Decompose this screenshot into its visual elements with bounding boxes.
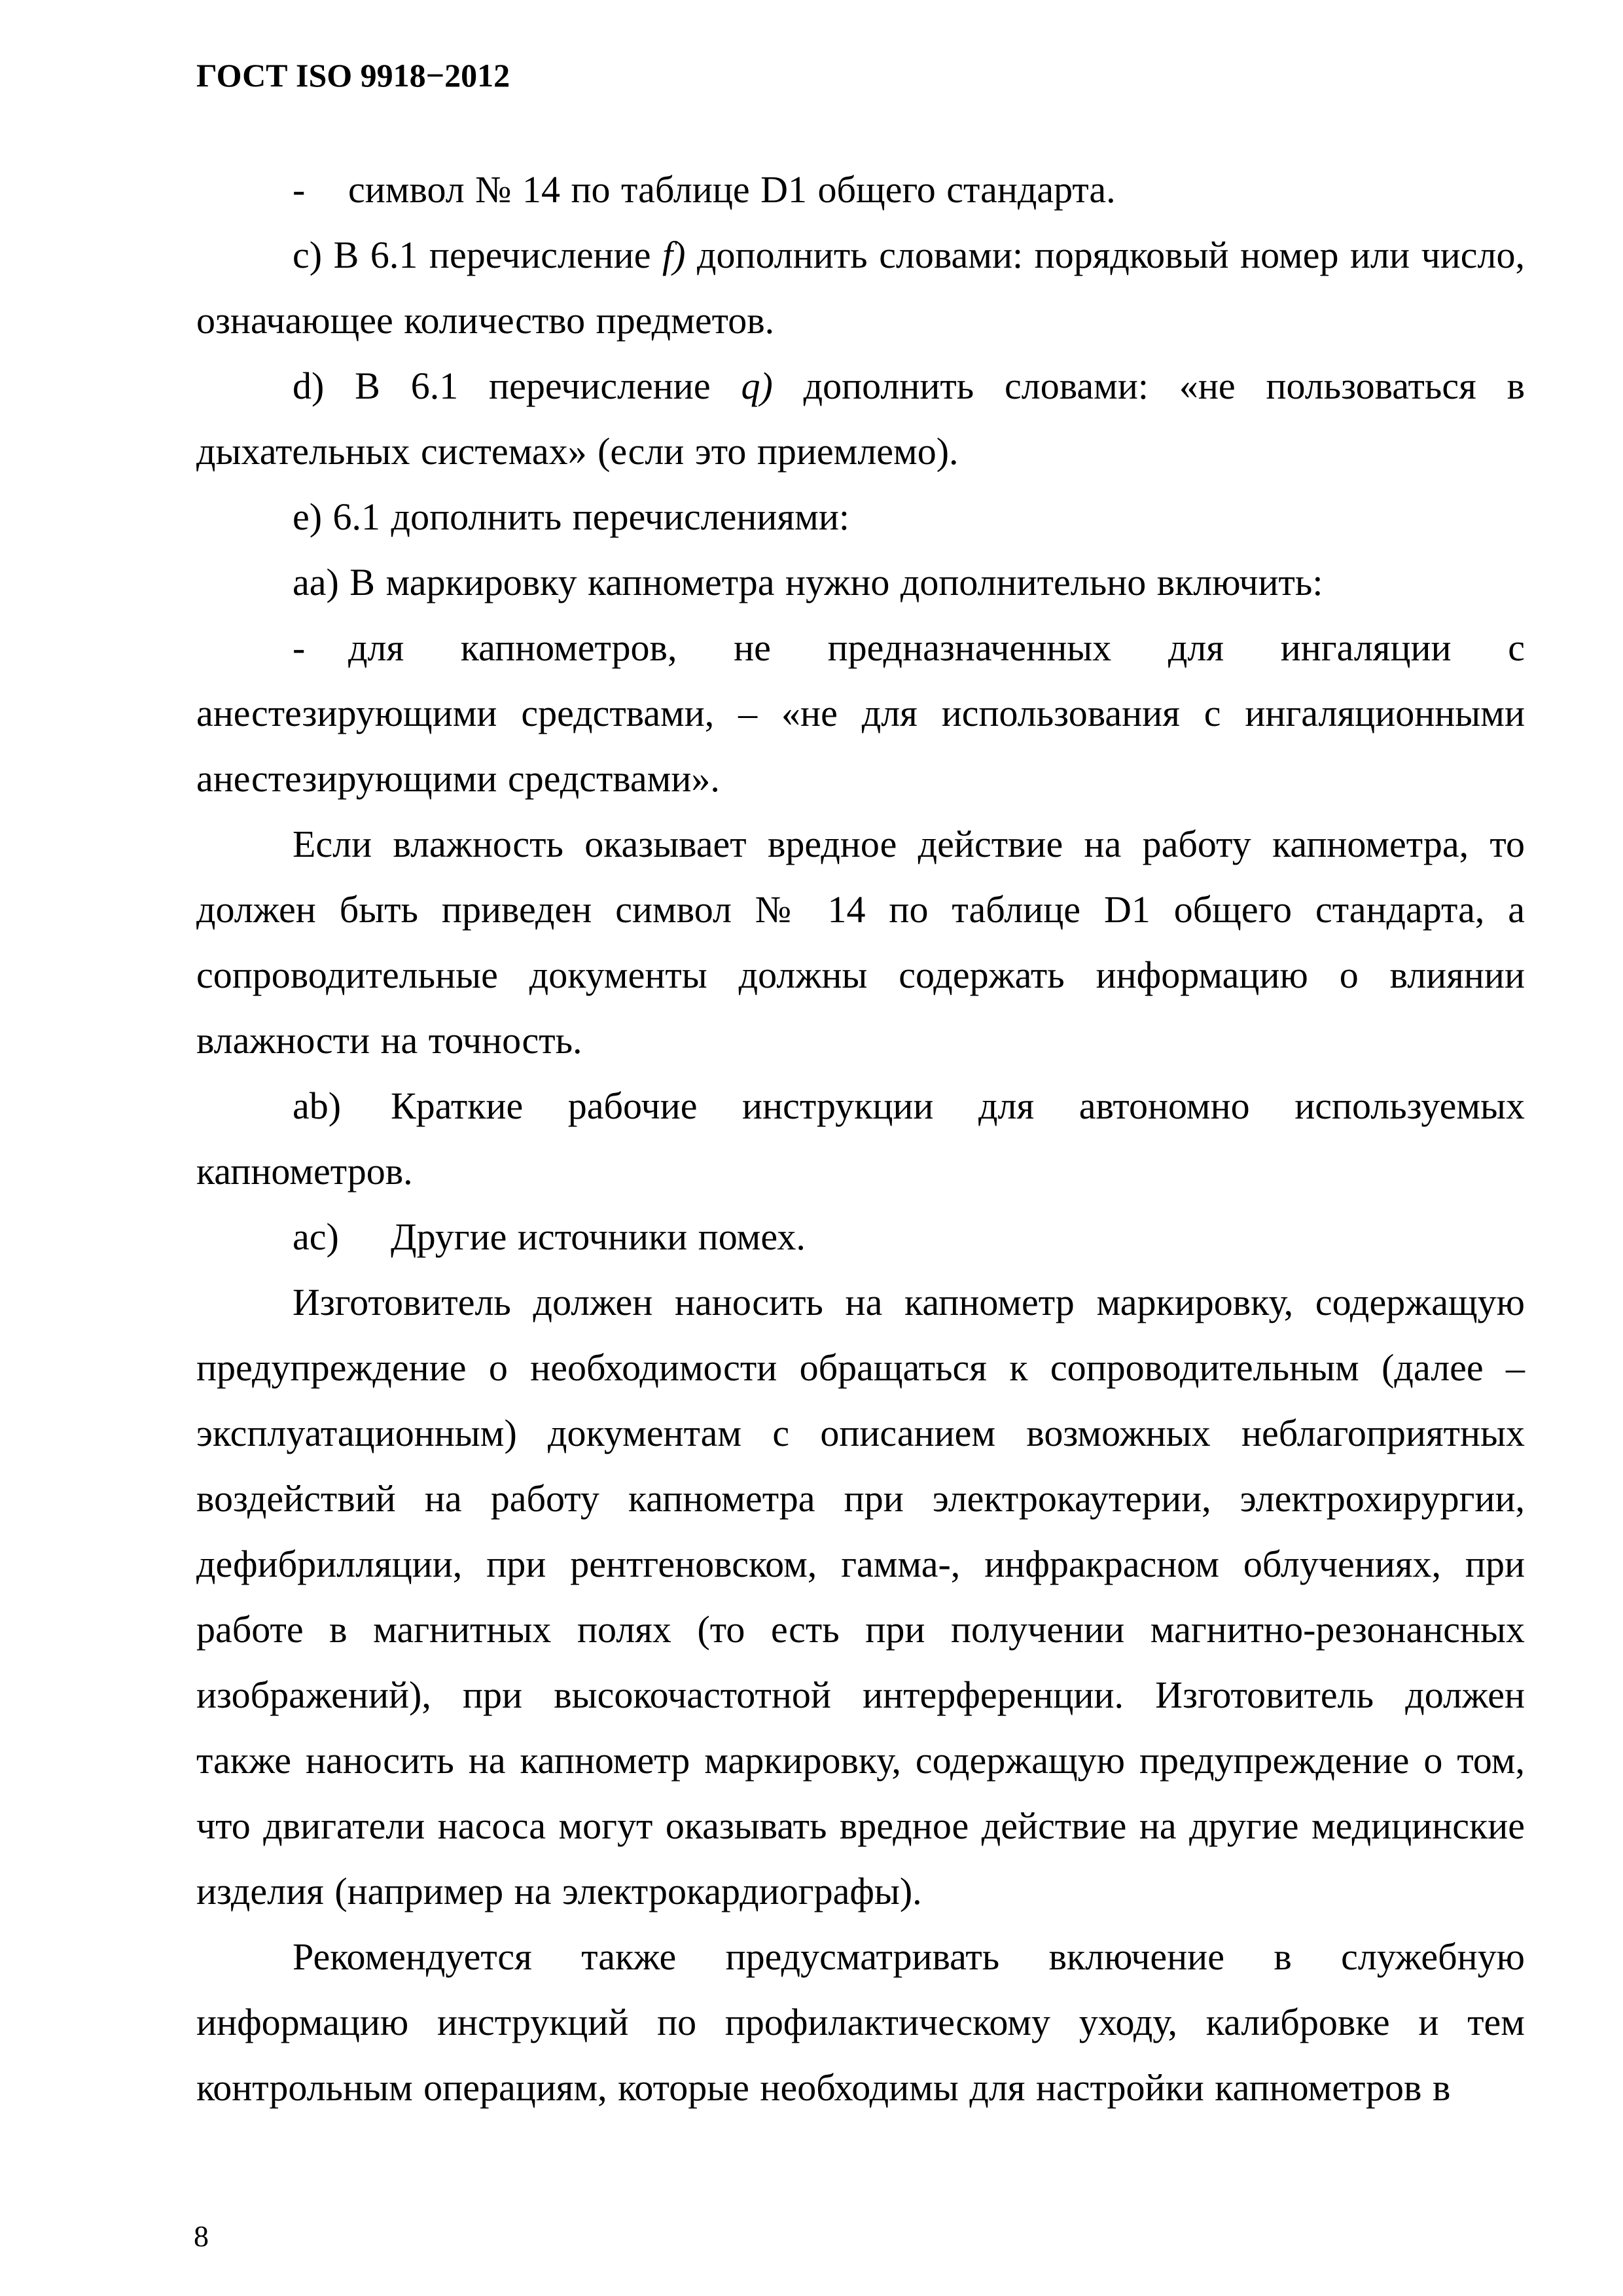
paragraph [196, 353, 1525, 484]
paragraph-text: дополнить словами: порядковый номер или число, означающее количество предметов. [196, 234, 1525, 342]
list-dash: - [293, 626, 306, 669]
paragraph-text: d) В 6.1 перечисление [293, 365, 741, 407]
paragraph-text: Другие источники помех. [391, 1215, 806, 1258]
paragraph [196, 223, 1525, 353]
item-label: ab) [293, 1085, 342, 1127]
paragraph [196, 550, 1525, 615]
paragraph [196, 812, 1525, 1073]
paragraph-text: символ № 14 по таблице D1 общего стандарта. [348, 168, 1116, 211]
paragraph-text: Изготовитель должен наносить на капнометр маркировку, содержащую предупреждение о необходимости обращаться к сопроводительным (далее – эксплуатационным) документам с описанием возможных неблагоприятных воздействий на работу капнометра при электрокаутерии, электрохирургии, дефибрилляции, при рентгеновском, гамма-, инфракрасном облучениях, при работе в магнитных полях (то есть при получении магнитно-резонансных изображений), при высокочастотной интерференции. Изготовитель должен также наносить на капнометр маркировку, содержащую предупреждение о том, что двигатели насоса могут оказывать вредное действие на другие медицинские изделия (например на электрокардиографы). [196, 1281, 1525, 1912]
list-dash: - [293, 168, 306, 211]
paragraph-text: Рекомендуется также предусматривать включение в служебную информацию инструкций по профилактическому уходу, калибровке и тем контрольным операциям, которые необходимы для настройки капнометров в [196, 1935, 1525, 2109]
paragraph-text: дополнить словами: «не пользоваться в дыхательных системах» (если это приемлемо). [196, 365, 1525, 473]
paragraph [196, 1924, 1525, 2121]
item-label: ac) [293, 1215, 339, 1258]
italic-run: f) [662, 234, 686, 276]
paragraph [196, 484, 1525, 550]
paragraph [196, 1073, 1525, 1204]
paragraph-text: Если влажность оказывает вредное действие на работу капнометра, то должен быть приведен символ № 14 по таблице D1 общего стандарта, а сопроводительные документы должны содержать информацию о влиянии влажности на точность. [196, 823, 1525, 1062]
paragraph [196, 1204, 1525, 1270]
paragraph-text: c) В 6.1 перечисление [293, 234, 663, 276]
paragraph [196, 157, 1525, 223]
page-number: 8 [194, 2219, 209, 2253]
paragraph-text: e) 6.1 дополнить перечислениями: [293, 495, 849, 538]
paragraph [196, 615, 1525, 812]
italic-run: q) [741, 365, 773, 407]
paragraph-text: для капнометров, не предназначенных для ингаляции с анестезирующими средствами, – «не для использования с ингаляционными анестезирующими средствами». [196, 626, 1525, 800]
paragraph-text: aa) В маркировку капнометра нужно дополнительно включить: [293, 561, 1323, 603]
document-header: ГОСТ ISO 9918−2012 [196, 57, 510, 94]
paragraph-text: Краткие рабочие инструкции для автономно используемых капнометров. [196, 1085, 1525, 1193]
paragraph [196, 1270, 1525, 1924]
